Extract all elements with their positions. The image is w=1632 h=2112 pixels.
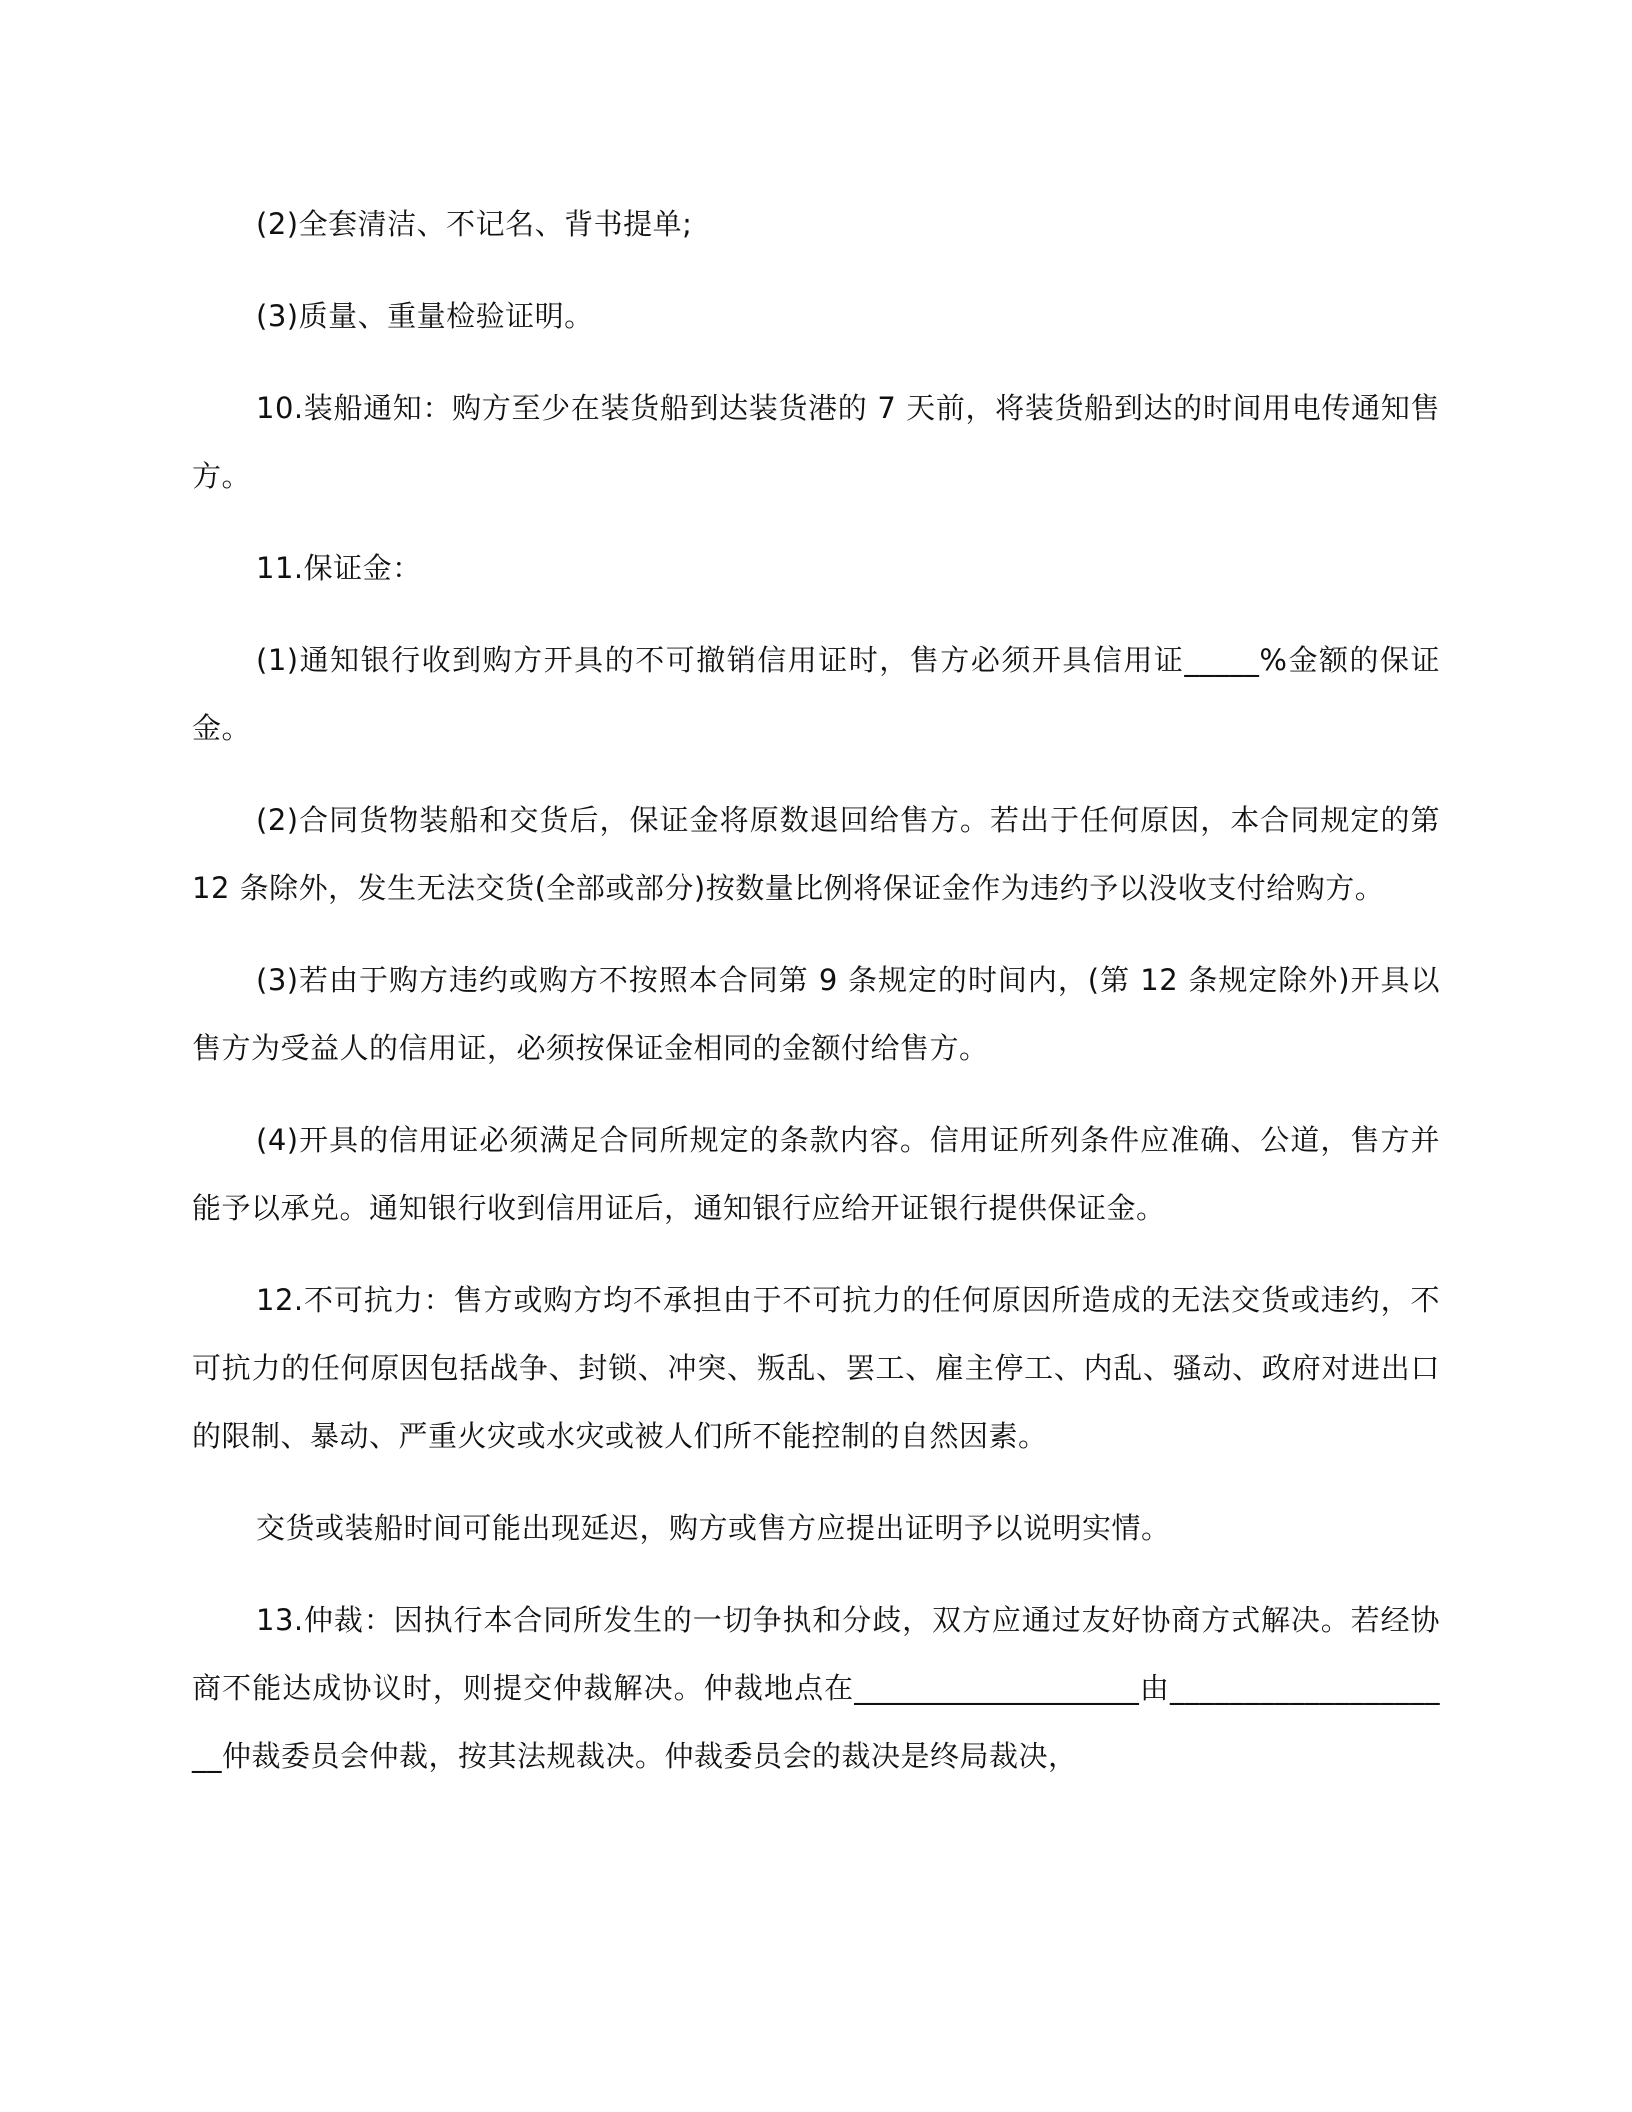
- paragraph-item-3-inspection-certificate: (3)质量、重量检验证明。: [256, 299, 594, 333]
- paragraph-deposit-item-3: (3)若由于购方违约或购方不按照本合同第 9 条规定的时间内，(第 12 条规定除外)开具以售方为受益人的信用证，必须按保证金相同的金额付给售方。: [192, 963, 1440, 1065]
- paragraph-deposit-item-1: (1)通知银行收到购方开具的不可撤销信用证时，售方必须开具信用证_____%金额的保证金。: [192, 643, 1440, 745]
- paragraph-item-2-bill-of-lading: (2)全套清洁、不记名、背书提单;: [256, 207, 693, 241]
- paragraph-clause-13-arbitration: 13.仲裁：因执行本合同所发生的一切争执和分歧，双方应通过友好协商方式解决。若经协商不能达成协议时，则提交仲裁解决。仲裁地点在___________________由____________________仲裁委员会仲裁，按其法规裁决。仲裁委员会的裁决是终局裁决，: [192, 1603, 1440, 1773]
- paragraph-clause-12-force-majeure: 12.不可抗力：售方或购方均不承担由于不可抗力的任何原因所造成的无法交货或违约，不可抗力的任何原因包括战争、封锁、冲突、叛乱、罢工、雇主停工、内乱、骚动、政府对进出口的限制、暴动、严重火灾或水灾或被人们所不能控制的自然因素。: [192, 1283, 1440, 1453]
- paragraph-deposit-item-2: (2)合同货物装船和交货后，保证金将原数退回给售方。若出于任何原因，本合同规定的第 12 条除外，发生无法交货(全部或部分)按数量比例将保证金作为违约予以没收支付给购方。: [192, 803, 1440, 905]
- document-body: [192, 190, 1440, 1814]
- paragraph-clause-10-shipping-notice: 10.装船通知：购方至少在装货船到达装货港的 7 天前，将装货船到达的时间用电传通知售方。: [192, 391, 1440, 493]
- paragraph-deposit-item-4: (4)开具的信用证必须满足合同所规定的条款内容。信用证所列条件应准确、公道，售方并能予以承兑。通知银行收到信用证后，通知银行应给开证银行提供保证金。: [192, 1123, 1440, 1225]
- paragraph-clause-11-deposit-heading: 11.保证金：: [256, 551, 422, 585]
- paragraph-delay-note: 交货或装船时间可能出现延迟，购方或售方应提出证明予以说明实情。: [256, 1511, 1171, 1545]
